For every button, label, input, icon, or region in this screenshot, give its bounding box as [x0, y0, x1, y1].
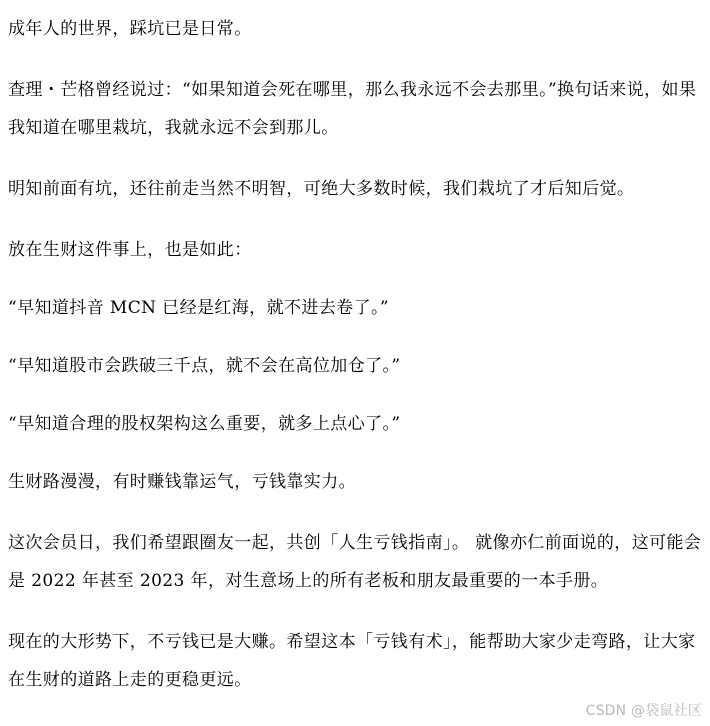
paragraph-hindsight: 明知前面有坑，还往前走当然不明智，可绝大多数时候，我们栽坑了才后知后觉。: [8, 179, 635, 199]
paragraph-member-day: 这次会员日，我们希望跟圈友一起，共创「人生亏钱指南」。 就像亦仁前面说的，这可能会是 2022 年甚至 2023 年，对生意场上的所有老板和朋友最重要的一本手册。: [8, 533, 702, 591]
paragraph-quote-stocks: “早知道股市会跌破三千点，就不会在高位加仓了。”: [8, 356, 401, 376]
paragraph-intro: 成年人的世界，踩坑已是日常。: [8, 19, 252, 39]
paragraph-quote-equity: “早知道合理的股权架构这么重要，就多上点心了。”: [8, 414, 401, 434]
paragraph-conclusion: 现在的大形势下，不亏钱已是大赚。希望这本「亏钱有术」，能帮助大家少走弯路，让大家在生财的道路上走的更稳更远。: [8, 632, 696, 690]
paragraph-munger-quote: 查理・芒格曾经说过：“如果知道会死在哪里，那么我永远不会去那里。”换句话来说，如果我知道在哪里栽坑，我就永远不会到那儿。: [8, 80, 697, 138]
paragraph-luck-strength: 生财路漫漫，有时赚钱靠运气，亏钱靠实力。: [8, 472, 356, 492]
paragraph-quote-mcn: “早知道抖音 MCN 已经是红海，就不进去卷了。”: [8, 298, 389, 318]
article-body: [8, 10, 703, 722]
csdn-watermark: CSDN @袋鼠社区: [585, 703, 702, 719]
paragraph-money-making: 放在生财这件事上，也是如此：: [8, 240, 252, 260]
